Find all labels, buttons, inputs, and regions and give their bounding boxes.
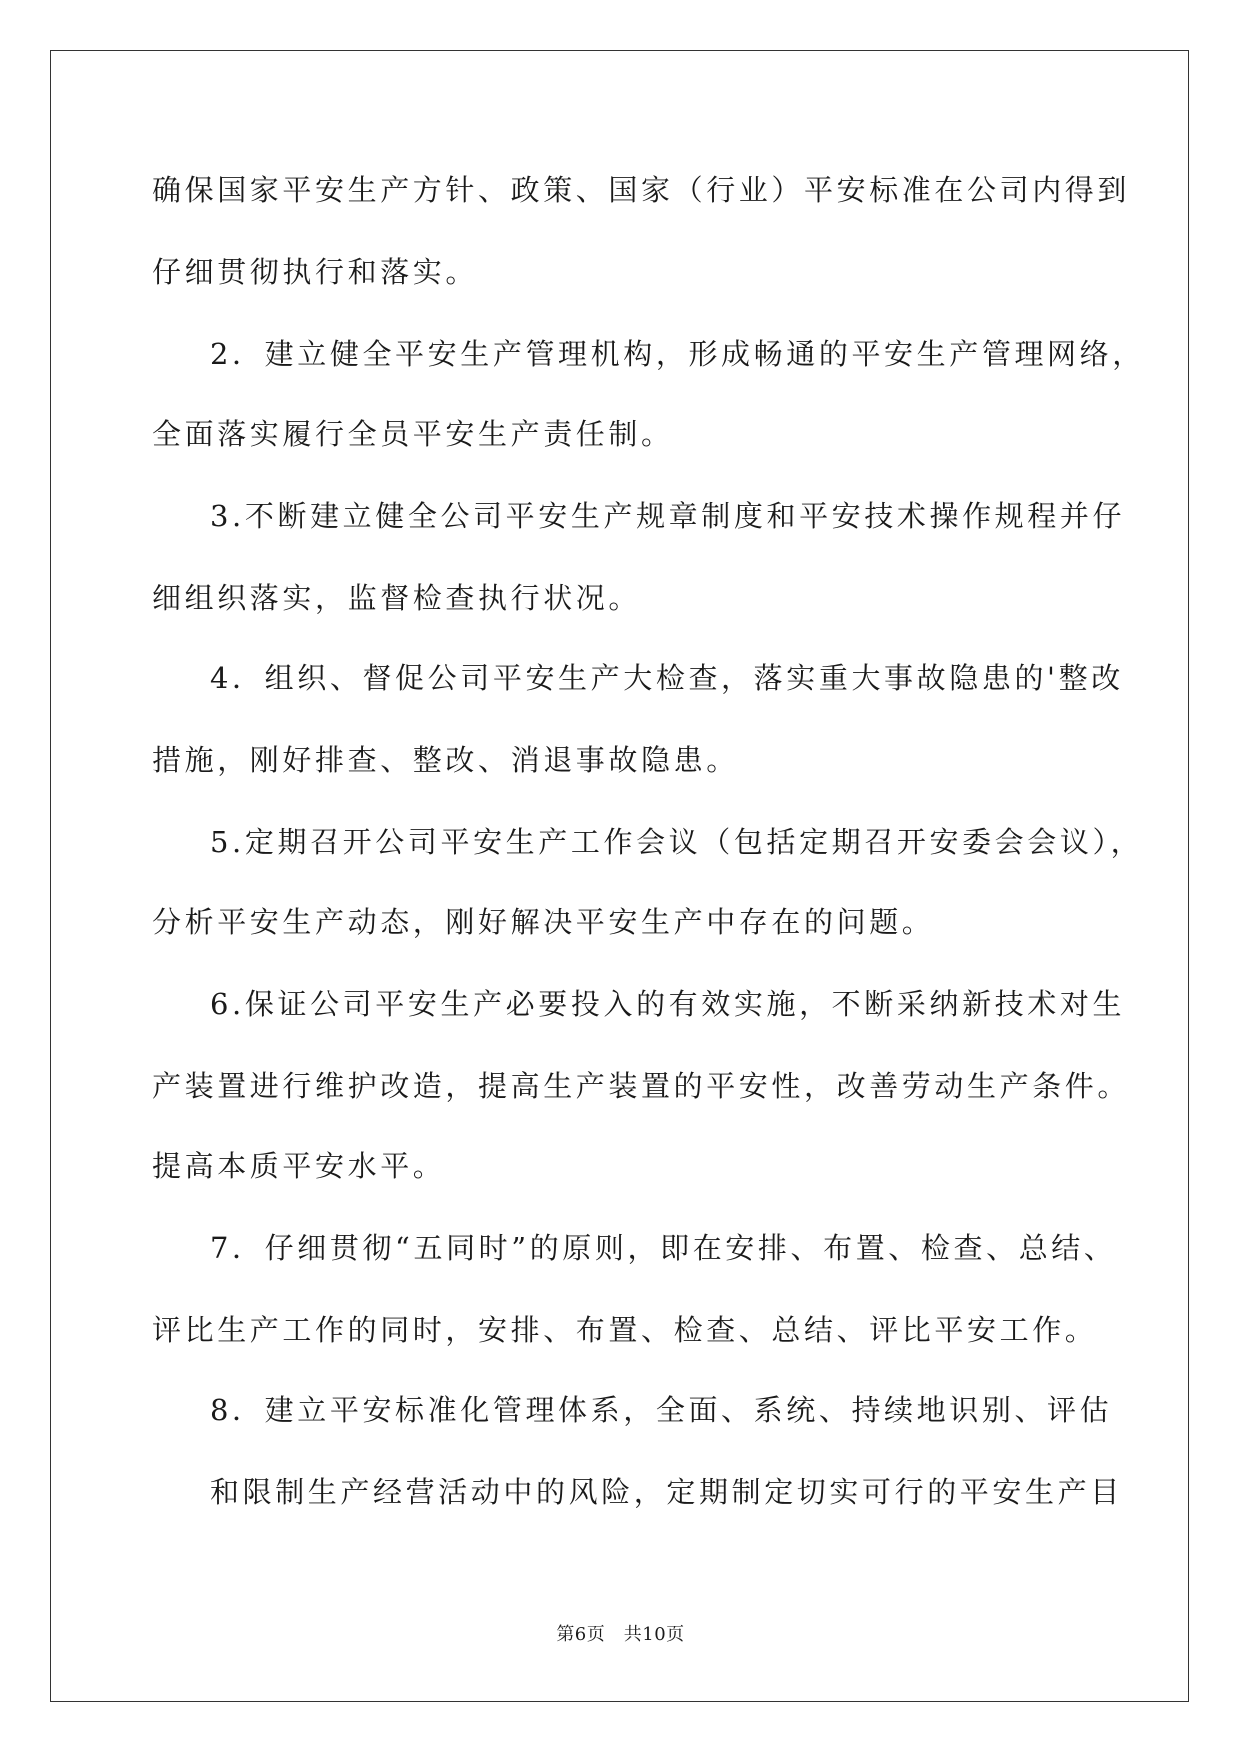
text-line: 2．建立健全平安生产管理机构，形成畅通的平安生产管理网络， bbox=[210, 337, 1145, 371]
text-line: 7．仔细贯彻“五同时”的原则，即在安排、布置、检查、总结、 bbox=[210, 1231, 1117, 1265]
text-line: 提高本质平安水平。 bbox=[152, 1149, 446, 1183]
page-footer: 第6页 共10页 bbox=[556, 1624, 685, 1645]
text-line: 评比生产工作的同时，安排、布置、检查、总结、评比平安工作。 bbox=[152, 1313, 1098, 1347]
text-line: 分析平安生产动态，刚好解决平安生产中存在的问题。 bbox=[152, 905, 935, 939]
page-frame bbox=[50, 50, 1189, 1702]
text-line: 和限制生产经营活动中的风险，定期制定切实可行的平安生产目 bbox=[210, 1475, 1123, 1509]
text-line: 3.不断建立健全公司平安生产规章制度和平安技术操作规程并仔 bbox=[210, 499, 1126, 533]
text-line: 细组织落实，监督检查执行状况。 bbox=[152, 581, 642, 615]
text-line: 确保国家平安生产方针、政策、国家（行业）平安标准在公司内得到 bbox=[152, 173, 1131, 207]
text-line: 5.定期召开公司平安生产工作会议（包括定期召开安委会会议）， bbox=[210, 825, 1144, 859]
text-line: 全面落实履行全员平安生产责任制。 bbox=[152, 417, 674, 451]
text-line: 4．组织、督促公司平安生产大检查，落实重大事故隐患的'整改 bbox=[210, 661, 1124, 695]
text-line: 8．建立平安标准化管理体系，全面、系统、持续地识别、评估 bbox=[210, 1393, 1113, 1427]
text-line: 产装置进行维护改造，提高生产装置的平安性，改善劳动生产条件。 bbox=[152, 1069, 1131, 1103]
text-line: 措施，刚好排查、整改、消退事故隐患。 bbox=[152, 743, 739, 777]
text-line: 6.保证公司平安生产必要投入的有效实施，不断采纳新技术对生 bbox=[210, 987, 1126, 1021]
text-line: 仔细贯彻执行和落实。 bbox=[152, 255, 479, 289]
